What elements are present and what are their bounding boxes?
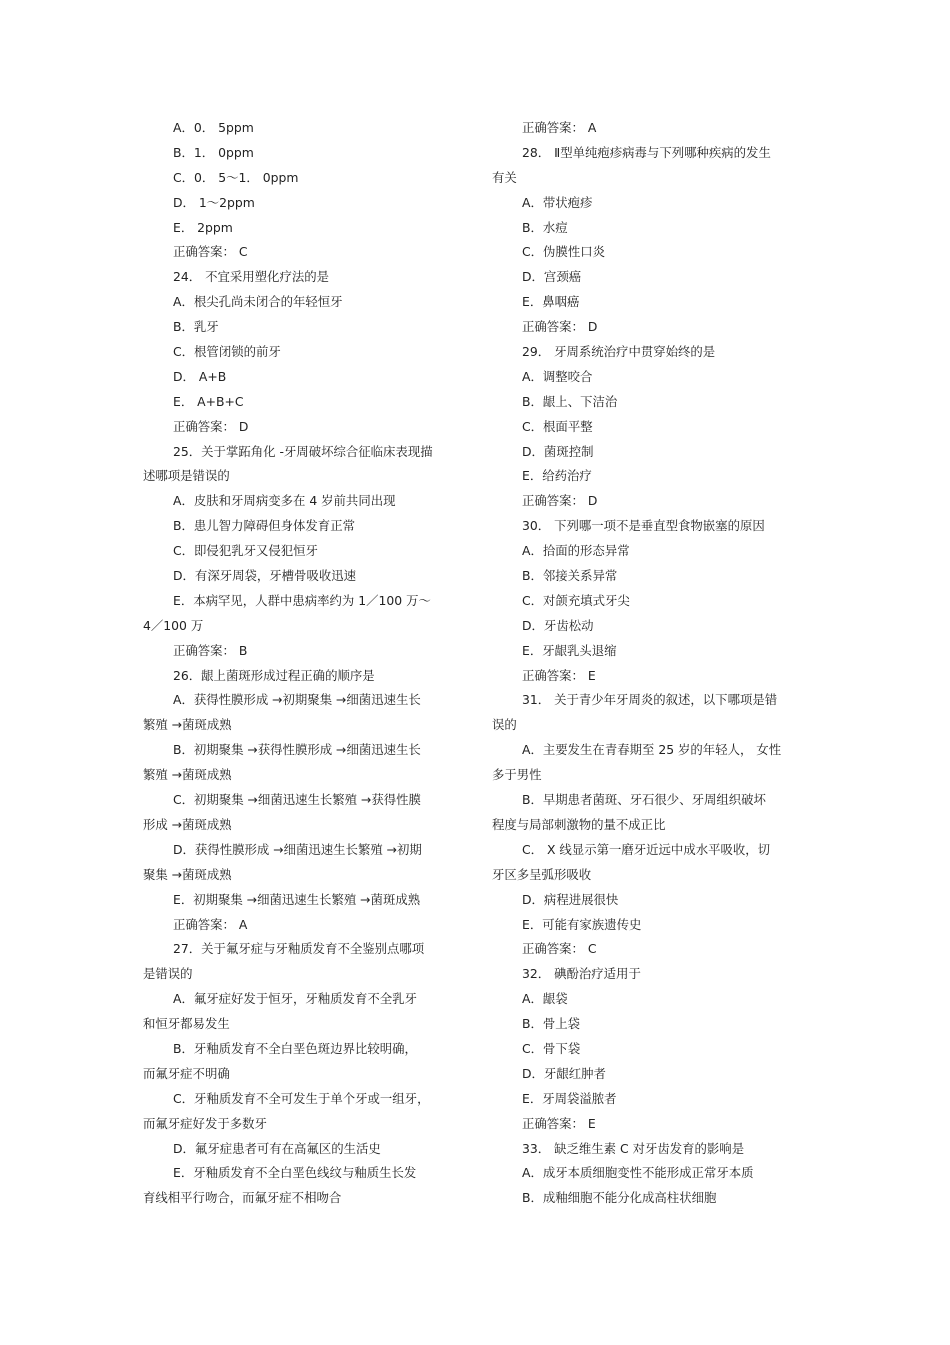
text-line: 正确答案： A: [522, 120, 597, 135]
text-line: D．获得性膜形成 →细菌迅速生长繁殖 →初期: [173, 841, 422, 857]
text-line: 28． Ⅱ型单纯疱疹病毒与下列哪种疾病的发生: [522, 144, 771, 160]
text-line: 26．龈上菌斑形成过程正确的顺序是: [173, 667, 375, 683]
text-line: 正确答案： A: [173, 916, 248, 932]
text-line: D． 1～2ppm: [173, 194, 255, 210]
text-line: A．调整咬合: [522, 368, 593, 384]
text-line: B．龈上、下洁治: [522, 393, 618, 409]
text-line: 4／100 万: [143, 617, 204, 633]
text-line: 正确答案： D: [522, 319, 598, 335]
text-line: B．牙釉质发育不全白垩色斑边界比较明确，: [173, 1040, 417, 1056]
left-column: [143, 116, 468, 1211]
text-line: A．获得性膜形成 →初期聚集 →细菌迅速生长: [173, 692, 421, 708]
text-line: 聚集 →菌斑成熟: [143, 866, 232, 882]
text-line: D．氟牙症患者可有在高氟区的生活史: [173, 1140, 381, 1156]
text-line: 牙区多呈弧形吸收: [492, 866, 592, 882]
text-line: 而氟牙症好发于多数牙: [143, 1115, 267, 1131]
text-line: D．菌斑控制: [522, 443, 594, 459]
text-line: E． A+B+C: [173, 393, 244, 409]
right-column: [492, 116, 817, 1211]
text-line: A．根尖孔尚未闭合的年轻恒牙: [173, 294, 343, 310]
text-line: 繁殖 →菌斑成熟: [143, 767, 232, 783]
text-line: B．早期患者菌斑、牙石很少、牙周组织破坏: [522, 792, 766, 808]
text-line: A．拾面的形态异常: [522, 543, 630, 559]
text-line: 有关: [492, 169, 517, 185]
text-line: B．患儿智力障碍但身体发育正常: [173, 518, 355, 534]
text-line: E．牙龈乳头退缩: [522, 642, 617, 658]
text-line: C．对颌充填式牙尖: [522, 592, 630, 608]
text-line: E．牙周袋溢脓者: [522, 1090, 617, 1106]
text-line: E． 2ppm: [173, 219, 233, 235]
text-line: 而氟牙症不明确: [143, 1065, 230, 1081]
text-line: D．牙龈红肿者: [522, 1065, 606, 1081]
text-line: 正确答案： C: [522, 941, 597, 957]
text-line: C．骨下袋: [522, 1040, 581, 1056]
text-line: E．本病罕见，人群中患病率约为 1／100 万～: [173, 592, 431, 608]
text-line: A．龈袋: [522, 991, 568, 1007]
text-line: B．骨上袋: [522, 1016, 581, 1032]
text-line: C．即侵犯乳牙又侵犯恒牙: [173, 543, 318, 559]
text-line: 多于男性: [492, 767, 542, 783]
text-line: E．初期聚集 →细菌迅速生长繁殖 →菌斑成熟: [173, 891, 421, 907]
text-line: 和恒牙都易发生: [143, 1016, 230, 1032]
text-line: C．伪膜性口炎: [522, 244, 605, 260]
text-line: D．有深牙周袋，牙槽骨吸收迅速: [173, 568, 357, 584]
text-line: B．初期聚集 →获得性膜形成 →细菌迅速生长: [173, 742, 421, 758]
text-line: 繁殖 →菌斑成熟: [143, 717, 232, 733]
text-line: C．初期聚集 →细菌迅速生长繁殖 →获得性膜: [173, 792, 421, 808]
text-line: 述哪项是错误的: [143, 468, 230, 484]
text-line: D．牙齿松动: [522, 617, 594, 633]
text-line: B．1． 0ppm: [173, 144, 254, 160]
text-line: 29． 牙周系统治疗中贯穿始终的是: [522, 344, 716, 360]
text-line: 33． 缺乏维生素 C 对牙齿发育的影响是: [522, 1140, 745, 1156]
text-line: B．水痘: [522, 219, 568, 235]
text-line: C．根面平整: [522, 418, 593, 434]
text-line: D．病程进展很快: [522, 891, 619, 907]
text-line: C．根管闭锁的前牙: [173, 344, 281, 360]
text-line: A．氟牙症好发于恒牙，牙釉质发育不全乳牙: [173, 991, 417, 1007]
text-line: B．成釉细胞不能分化成高柱状细胞: [522, 1190, 717, 1206]
text-line: E．牙釉质发育不全白垩色线纹与釉质生长发: [173, 1165, 417, 1181]
text-line: 32． 碘酚治疗适用于: [522, 966, 641, 982]
text-line: 正确答案： C: [173, 244, 248, 260]
text-line: A．皮肤和牙周病变多在 4 岁前共同出现: [173, 493, 396, 509]
text-line: A．带状疱疹: [522, 194, 593, 210]
text-line: C．牙釉质发育不全可发生于单个牙或一组牙，: [173, 1090, 430, 1106]
text-line: 正确答案： E: [522, 1115, 596, 1131]
text-line: 育线相平行吻合，而氟牙症不相吻合: [143, 1190, 342, 1206]
text-line: D．宫颈癌: [522, 269, 582, 285]
text-line: C．0． 5～1． 0ppm: [173, 169, 299, 185]
text-line: E．鼻咽癌: [522, 294, 580, 310]
text-line: 27．关于氟牙症与牙釉质发育不全鉴别点哪项: [173, 941, 425, 957]
text-line: 正确答案： E: [522, 667, 596, 683]
text-line: A．主要发生在青春期至 25 岁的年轻人， 女性: [522, 742, 782, 758]
text-line: 30． 下列哪一项不是垂直型食物嵌塞的原因: [522, 518, 765, 534]
text-line: 25．关于掌跖角化 -牙周破坏综合征临床表现描: [173, 443, 433, 459]
text-line: 程度与局部刺激物的量不成正比: [492, 816, 666, 832]
text-line: 正确答案： D: [522, 493, 598, 509]
text-line: C． X 线显示第一磨牙近远中成水平吸收，切: [522, 841, 771, 857]
text-line: B．邻接关系异常: [522, 568, 618, 584]
text-line: D． A+B: [173, 368, 227, 384]
text-line: 正确答案： B: [173, 642, 248, 658]
text-line: 误的: [492, 717, 517, 733]
text-line: 正确答案： D: [173, 418, 249, 434]
text-line: A．0． 5ppm: [173, 120, 254, 135]
text-line: E．可能有家族遗传史: [522, 916, 642, 932]
text-line: B．乳牙: [173, 319, 219, 335]
text-line: 形成 →菌斑成熟: [143, 816, 232, 832]
text-line: 31． 关于青少年牙周炎的叙述，以下哪项是错: [522, 692, 778, 708]
text-line: E．给药治疗: [522, 468, 592, 484]
text-line: 是错误的: [143, 966, 193, 982]
text-line: A．成牙本质细胞变性不能形成正常牙本质: [522, 1165, 754, 1181]
text-line: 24． 不宜采用塑化疗法的是: [173, 269, 330, 285]
